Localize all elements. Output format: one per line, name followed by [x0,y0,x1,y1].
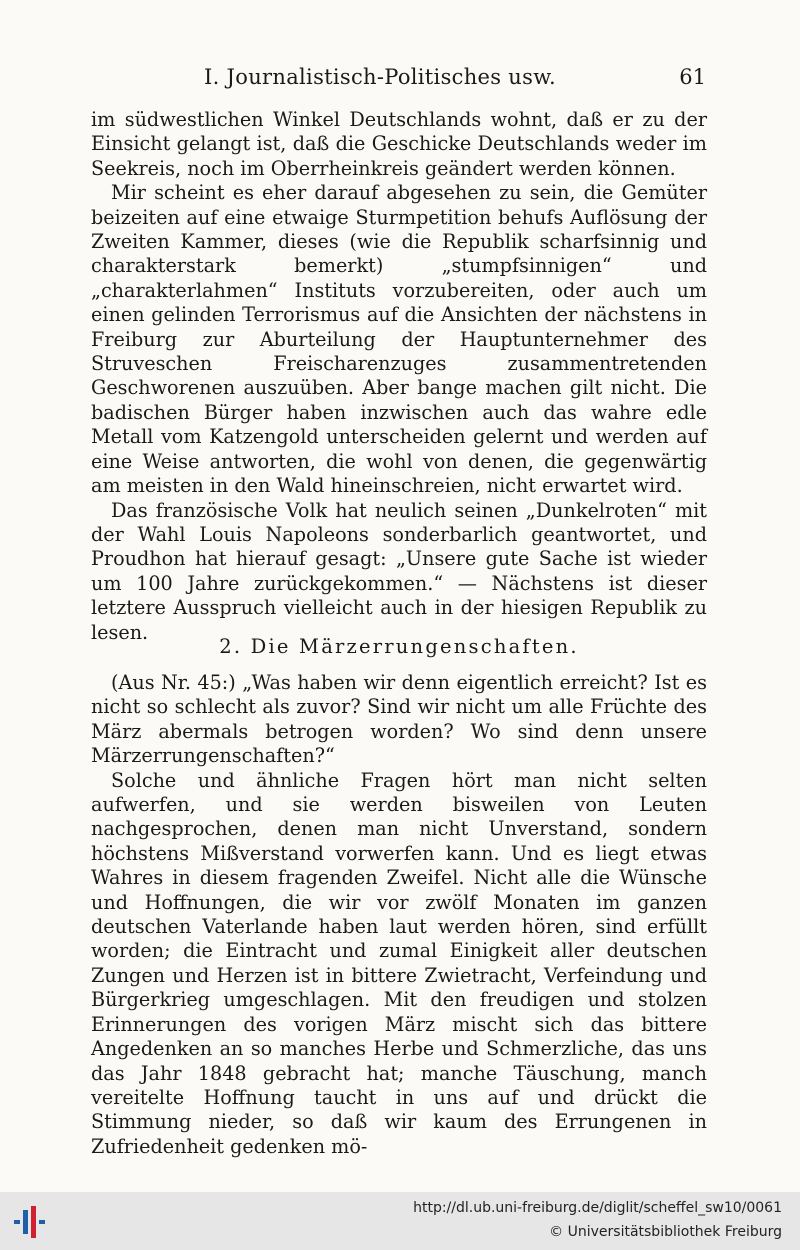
running-head [92,60,708,94]
paragraph: Das französische Volk hat neulich seinen „Dunkelroten“ mit der Wahl Louis Napoleons sonderbarlich geantwortet, und Proudhon hat hierauf gesagt: „Unsere gute Sache ist wieder um 100 Jahre zurückgekommen.“ — Nächstens ist dieser letztere Ausspruch vielleicht auch in der hiesigen Republik zu lesen. [91,498,707,644]
library-logo-icon [10,1202,50,1242]
section-b-text [91,671,707,1159]
section-a-text [91,108,707,645]
paragraph: Solche und ähnliche Fragen hört man nicht selten aufwerfen, und sie werden bisweilen von Leuten nachgesprochen, denen man nicht Unverstand, sondern höchstens Mißverstand vorwerfen kann. Und es liegt etwas Wahres in diesem fragenden Zweifel. Nicht alle die Wünsche und Hoffnungen, die wir vor zwölf Monaten im ganzen deutschen Vaterlande haben laut werden hören, sind erfüllt worden; die Eintracht und zumal Einigkeit aller deutschen Zungen und Herzen ist in bittere Zwietracht, Verfeindung und Bürgerkrieg umgeschlagen. Mit den freudigen und stolzen Erinnerungen des vorigen März mischt sich das bittere Angedenken an so manches Herbe und Schmerzliche, das uns das Jahr 1848 gebracht hat; manche Täuschung, manch vereitelte Hoffnung taucht in uns auf und drückt die Stimmung nieder, so daß wir kaum des Errungenen in Zufriedenheit gedenken mö- [91,768,707,1158]
paragraph-continuation: im südwestlichen Winkel Deutschlands wohnt, daß er zu der Einsicht gelangt ist, daß die Geschicke Deutschlands weder im Seekreis, noch im Oberrheinkreis geändert werden können. [91,108,707,180]
running-title: I. Journalistisch-Politisches usw. [204,65,556,89]
section-heading: 2. Die Märzerrungenschaften. [219,635,579,658]
copyright-notice: © Universitätsbibliothek Freiburg [549,1224,782,1240]
page-number: 61 [679,65,706,89]
paragraph: Mir scheint es eher darauf abgesehen zu sein, die Gemüter beizeiten auf eine etwaige Sturmpetition behufs Auflösung der Zweiten Kammer, dieses (wie die Republik scharfsinnig und charakterstark bemerkt) „stumpfsinnigen“ und „charakterlahmen“ Instituts vorzubereiten, oder auch um einen gelinden Terrorismus auf die Ansichten der nächstens in Freiburg zur Aburteilung der Hauptunternehmer des Struveschen Freischarenzuges zusammentretenden Geschworenen auszuüben. Aber bange machen gilt nicht. Die badischen Bürger haben inzwischen auch das wahre edle Metall vom Katzengold unterscheiden gelernt und werden auf eine Weise antworten, die wohl von denen, die gegenwärtig am meisten in den Wald hineinschreien, nicht erwartet wird. [91,181,707,498]
paragraph-quote: (Aus Nr. 45:) „Was haben wir denn eigentlich erreicht? Ist es nicht so schlecht als zuvor? Sind wir nicht um alle Früchte des März abermals betrogen worden? Wo sind denn unsere Märzerrungenschaften?“ [91,671,707,768]
viewer-footer [0,1192,800,1250]
source-url-link[interactable]: http://dl.ub.uni-freiburg.de/diglit/scheffel_sw10/0061 [413,1200,782,1216]
